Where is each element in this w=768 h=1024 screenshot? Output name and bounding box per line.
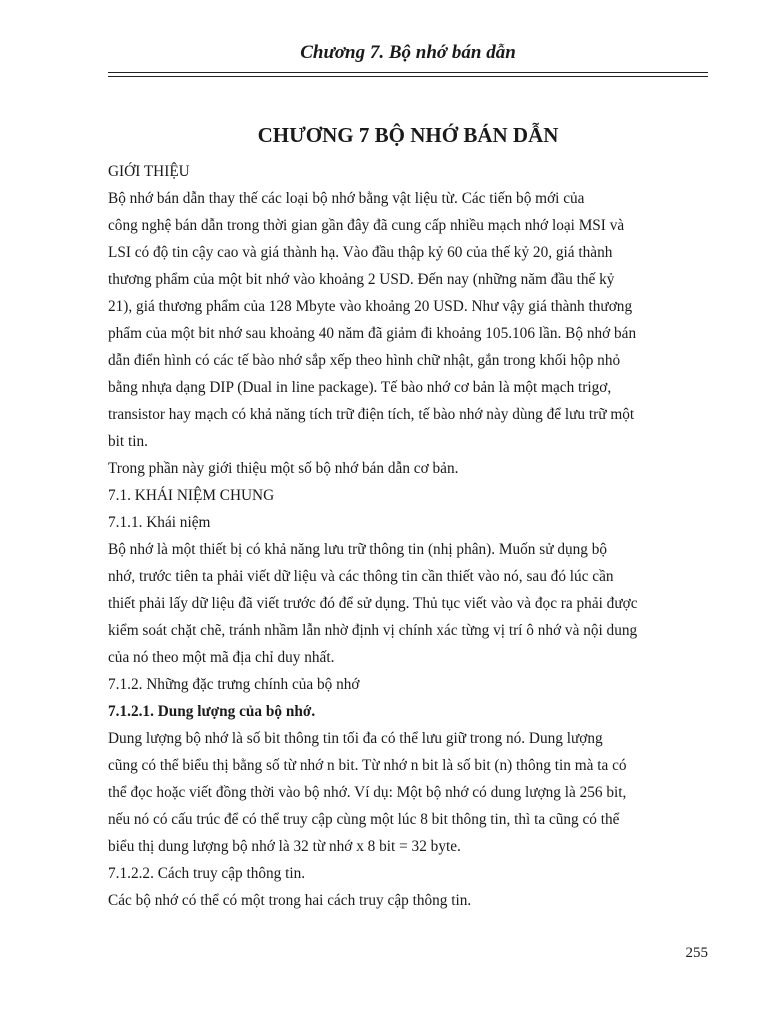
subsection-heading-7-1-2: 7.1.2. Những đặc trưng chính của bộ nhớ <box>108 676 360 693</box>
paragraph-line: thiết phải lấy dữ liệu đã viết trước đó để sử dụng. Thủ tục viết vào và đọc ra phải được <box>108 595 638 612</box>
paragraph-line: bit tin. <box>108 433 148 450</box>
paragraph-line: phẩm của một bit nhớ sau khoảng 40 năm đã giảm đi khoảng 105.106 lần. Bộ nhớ bán <box>108 325 637 342</box>
paragraph-line: transistor hay mạch có khả năng tích trữ điện tích, tế bào nhớ này dùng để lưu trữ một <box>108 406 635 423</box>
paragraph-line: LSI có độ tin cậy cao và giá thành hạ. Vào đầu thập kỷ 60 của thế kỷ 20, giá thành <box>108 244 613 261</box>
section-heading-intro: GIỚI THIỆU <box>108 163 190 180</box>
paragraph-line: biểu thị dung lượng bộ nhớ là 32 từ nhớ x 8 bit = 32 byte. <box>108 838 461 855</box>
subsection-heading-7-1-1: 7.1.1. Khái niệm <box>108 514 211 531</box>
section-heading-7-1: 7.1. KHÁI NIỆM CHUNG <box>108 487 275 504</box>
subsection-heading-7-1-2-2: 7.1.2.2. Cách truy cập thông tin. <box>108 865 306 882</box>
header-rule-thick <box>108 72 708 73</box>
paragraph-line: 21), giá thương phẩm của 128 Mbyte vào khoảng 20 USD. Như vậy giá thành thương <box>108 298 633 315</box>
paragraph-line: Bộ nhớ bán dẫn thay thế các loại bộ nhớ bằng vật liệu từ. Các tiến bộ mới của <box>108 190 585 207</box>
header-rule-thin <box>108 76 708 77</box>
paragraph-line: Các bộ nhớ có thể có một trong hai cách truy cập thông tin. <box>108 892 472 909</box>
running-header: Chương 7. Bộ nhớ bán dẫn <box>300 42 516 63</box>
chapter-title: CHƯƠNG 7 BỘ NHỚ BÁN DẪN <box>257 123 559 147</box>
subsection-heading-7-1-2-1: 7.1.2.1. Dung lượng của bộ nhớ. <box>108 703 316 720</box>
paragraph-line: của nó theo một mã địa chỉ duy nhất. <box>108 649 335 666</box>
paragraph-line: nếu nó có cấu trúc để có thể truy cập cùng một lúc 8 bit thông tin, thì ta cũng có thể <box>108 811 620 828</box>
paragraph-line: cũng có thể biểu thị bằng số từ nhớ n bit. Từ nhớ n bit là số bit (n) thông tin mà ta có <box>108 757 627 774</box>
paragraph-line: Trong phần này giới thiệu một số bộ nhớ bán dẫn cơ bản. <box>108 460 459 477</box>
page-number: 255 <box>685 945 708 961</box>
paragraph-line: thương phẩm của một bit nhớ vào khoảng 2 USD. Đến nay (những năm đầu thế kỷ <box>108 271 615 288</box>
paragraph-line: Bộ nhớ là một thiết bị có khả năng lưu trữ thông tin (nhị phân). Muốn sử dụng bộ <box>108 541 608 558</box>
paragraph-line: nhớ, trước tiên ta phải viết dữ liệu và các thông tin cần thiết vào nó, sau đó lúc cần <box>108 568 614 585</box>
paragraph-line: công nghệ bán dẫn trong thời gian gần đây đã cung cấp nhiều mạch nhớ loại MSI và <box>108 217 625 234</box>
paragraph-line: kiểm soát chặt chẽ, tránh nhầm lẫn nhờ định vị chính xác từng vị trí ô nhớ và nội dung <box>108 622 638 639</box>
paragraph-line: thể đọc hoặc viết đồng thời vào bộ nhớ. Ví dụ: Một bộ nhớ có dung lượng là 256 bit, <box>108 784 627 801</box>
paragraph-line: dẫn điển hình có các tế bào nhớ sắp xếp theo hình chữ nhật, gắn trong khối hộp nhỏ <box>108 352 621 369</box>
paragraph-line: Dung lượng bộ nhớ là số bit thông tin tối đa có thể lưu giữ trong nó. Dung lượng <box>108 730 603 747</box>
paragraph-line: bằng nhựa dạng DIP (Dual in line package). Tế bào nhớ cơ bản là một mạch trigơ, <box>108 379 612 396</box>
body-text <box>108 158 708 914</box>
